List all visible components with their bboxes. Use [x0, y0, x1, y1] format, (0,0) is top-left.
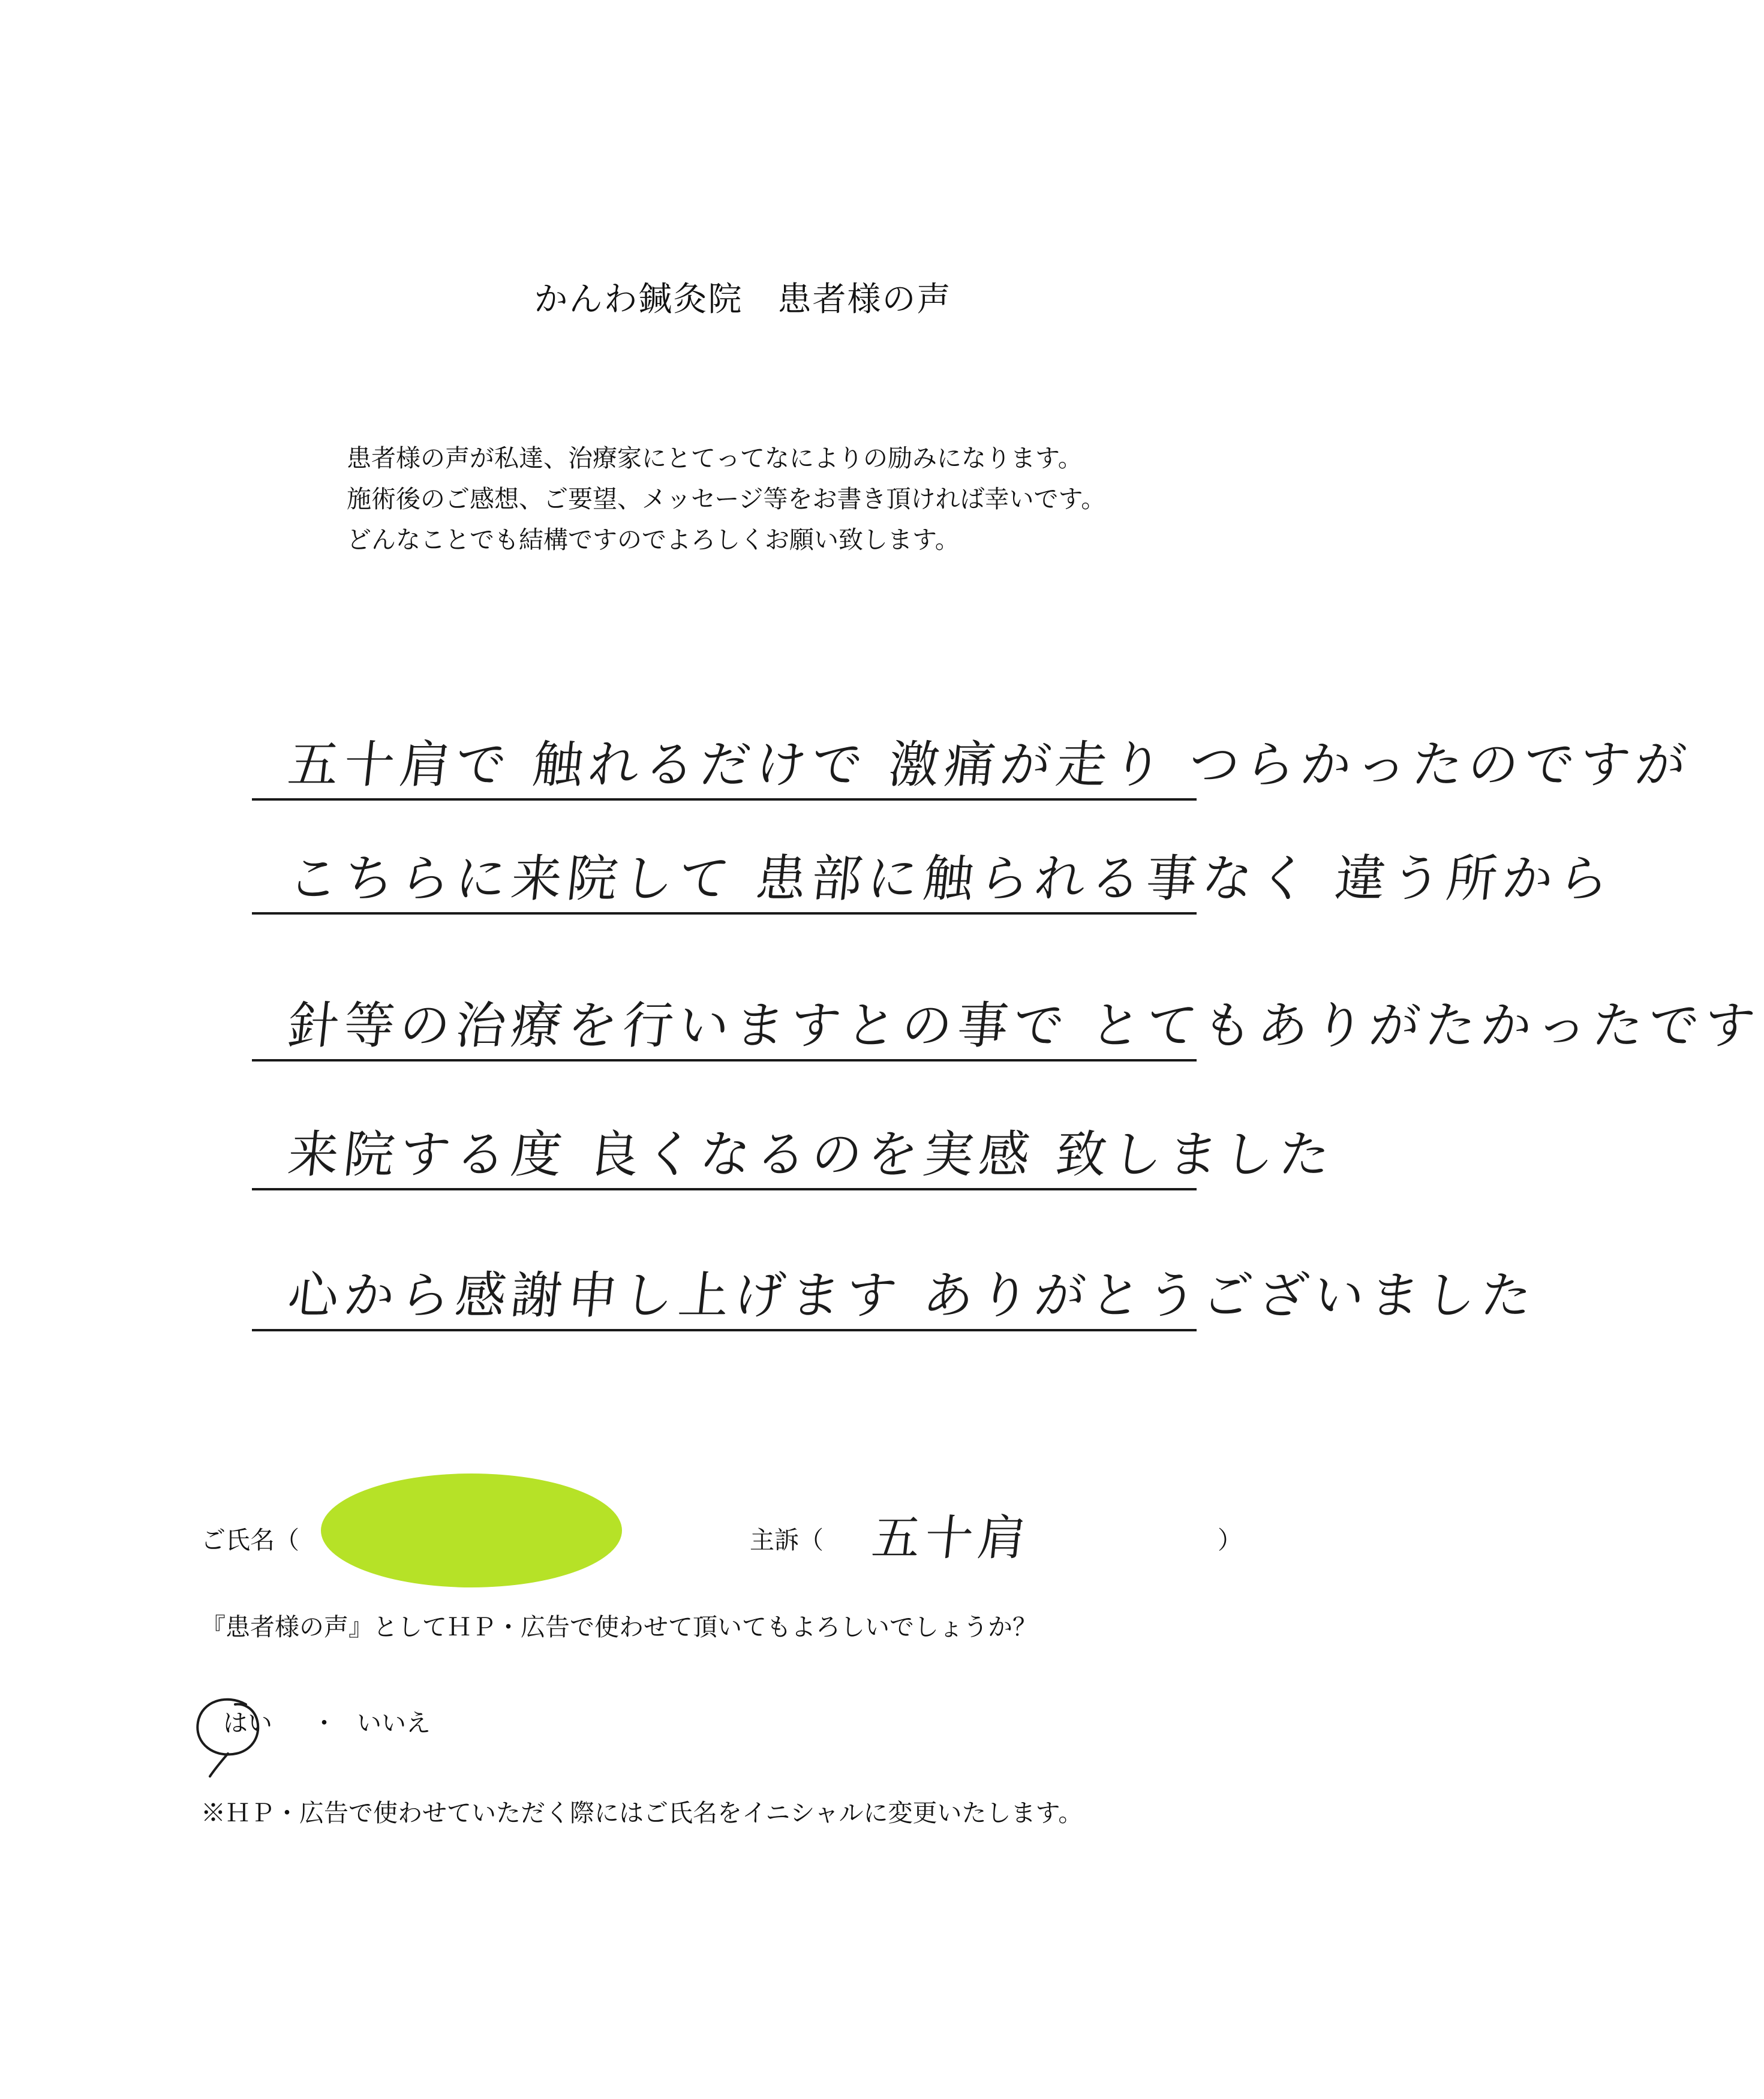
handwritten-text: 来院する度 良くなるのを実感 致しました — [285, 1125, 1339, 1184]
handwritten-text: 心から感謝申し上げます ありがとうございました — [285, 1266, 1540, 1325]
name-redaction — [321, 1473, 622, 1587]
permission-question: 『患者様の声』としてＨＰ・広告で使わせて頂いてもよろしいでしょうか？ — [201, 1613, 1037, 1641]
handwritten-text: 五十肩で 触れるだけで 激痛が走り つらかったのですが — [285, 735, 1694, 794]
intro-line: 患者様の声が私達、治療家にとてってなによりの励みになります。 — [347, 444, 1083, 473]
page-title: かんわ鍼灸院 患者様の声 — [534, 280, 952, 319]
writing-rule — [252, 1059, 1197, 1061]
handwritten-line-2 — [252, 837, 1618, 915]
option-no: いいえ — [357, 1709, 431, 1737]
handwritten-text: こちらに来院して 患部に触られる事なく 違う所から — [285, 849, 1618, 908]
writing-rule — [252, 912, 1197, 915]
intro-line: どんなことでも結構ですのでよろしくお願い致します。 — [347, 525, 960, 554]
option-separator: ・ — [312, 1709, 336, 1737]
complaint-close: ） — [1218, 1526, 1242, 1554]
initials-note: ※ＨＰ・広告で使わせていただく際にはご氏名をイニシャルに変更いたします。 — [201, 1799, 1083, 1827]
writing-rule — [252, 798, 1197, 801]
handwritten-line-4 — [252, 1112, 1339, 1190]
name-label: ご氏名（ — [201, 1526, 299, 1554]
complaint-label: 主訴（ — [750, 1526, 824, 1554]
writing-rule — [252, 1329, 1197, 1331]
handwritten-line-3 — [252, 984, 1763, 1061]
option-yes: はい — [223, 1709, 272, 1737]
complaint-value: 五十肩 — [869, 1510, 1034, 1566]
writing-rule — [252, 1188, 1197, 1190]
intro-text — [347, 438, 1105, 560]
handwritten-line-1 — [252, 723, 1694, 801]
handwritten-line-5 — [252, 1253, 1540, 1331]
selection-circle-mark — [191, 1691, 269, 1778]
handwritten-text: 針等の治療を行いますとの事で とてもありがたかったです — [285, 996, 1763, 1055]
intro-line: 施術後のご感想、ご要望、メッセージ等をお書き頂ければ幸いです。 — [347, 485, 1106, 513]
